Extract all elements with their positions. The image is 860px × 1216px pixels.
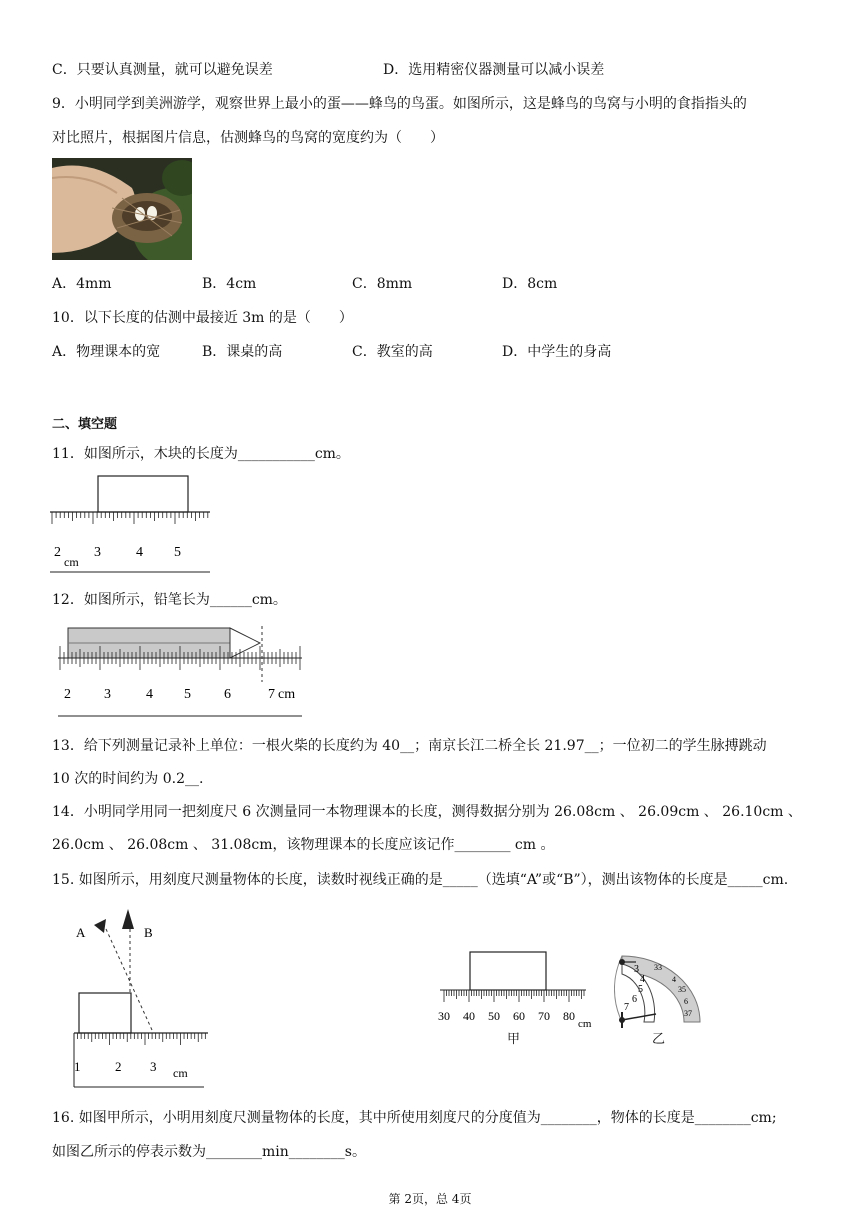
caption-jia: 甲: [507, 1032, 521, 1047]
q9-option-b: B．4cm: [202, 276, 257, 292]
yi-outer-4: 4: [672, 975, 676, 984]
q13-stem-line1: 13．给下列测量记录补上单位：一根火柴的长度约为 40__；南京长江二桥全长 21.97__；一位初二的学生脉搏跳动: [52, 738, 767, 754]
yi-inner-6: 6: [632, 994, 637, 1005]
yi-outer-33: 33: [654, 963, 662, 972]
pencil-ruler-label-5: 5: [184, 687, 191, 702]
q16-stem-line2: 如图乙所示的停表示数为________min________s。: [52, 1144, 366, 1160]
yi-outer-37: 37: [684, 1009, 692, 1018]
label-b: B: [144, 925, 153, 940]
ruler-label-5: 5: [174, 545, 181, 560]
yi-inner-3: 3: [634, 964, 639, 975]
q14-stem-line1: 14．小明同学用同一把刻度尺 6 次测量同一本物理课本的长度，测得数据分别为 26.08cm 、 26.09cm 、 26.10cm 、: [52, 804, 802, 820]
yi-inner-7: 7: [624, 1002, 629, 1013]
pencil-ruler-label-6: 6: [224, 687, 231, 702]
jia-label-60: 60: [513, 1009, 525, 1023]
q8-option-d: D．选用精密仪器测量可以减小误差: [383, 62, 605, 78]
q11-ruler-figure: [50, 474, 215, 578]
q10-option-d: D．中学生的身高: [502, 344, 612, 360]
q9-option-a: A．4mm: [52, 276, 112, 292]
q16-stem-line1: 16. 如图甲所示，小明用刻度尺测量物体的长度，其中所使用刻度尺的分度值为________，物体的长度是________cm;: [52, 1110, 777, 1126]
jia-unit: cm: [578, 1018, 592, 1028]
q10-option-b: B．课桌的高: [202, 344, 283, 360]
sight-ruler-label-1: 1: [74, 1059, 81, 1074]
q16-figure-jia: [436, 948, 611, 1032]
yi-inner-4: 4: [640, 974, 645, 985]
q9-option-d: D．8cm: [502, 276, 558, 292]
q10-option-a: A．物理课本的宽: [52, 344, 161, 360]
jia-label-80: 80: [563, 1009, 575, 1023]
ruler-unit: cm: [64, 555, 79, 569]
pencil-ruler-label-7: 7: [268, 687, 275, 702]
q12-pencil-ruler-figure: [54, 624, 304, 723]
q13-stem-line2: 10 次的时间约为 0.2__.: [52, 771, 204, 787]
q15-stem: 15. 如图所示，用刻度尺测量物体的长度，读数时视线正确的是_____（选填“A”或“B”），测出该物体的长度是_____cm.: [52, 872, 789, 888]
sight-ruler-label-2: 2: [115, 1059, 122, 1074]
jia-label-50: 50: [488, 1009, 500, 1023]
q16-figure-yi: [614, 952, 706, 1034]
sight-ruler-unit: cm: [173, 1066, 188, 1080]
q9-stem-line1: 9．小明同学到美洲游学，观察世界上最小的蛋——蜂鸟的鸟蛋。如图所示，这是蜂鸟的鸟窝与小明的食指指头的: [52, 96, 747, 112]
ruler-label-4: 4: [136, 545, 143, 560]
yi-outer-6: 6: [684, 997, 688, 1006]
pencil-ruler-label-2: 2: [64, 687, 71, 702]
q14-stem-line2: 26.0cm 、 26.08cm 、 31.08cm，该物理课本的长度应该记作________ cm 。: [52, 837, 555, 853]
hummingbird-nest-photo: [52, 158, 192, 264]
pencil-ruler-label-3: 3: [104, 687, 111, 702]
ruler-label-3: 3: [94, 545, 101, 560]
page-footer: 第 2页，总 4页: [388, 1192, 472, 1206]
pencil-ruler-label-4: 4: [146, 687, 153, 702]
q11-stem: 11．如图所示，木块的长度为___________cm。: [52, 446, 350, 462]
caption-yi: 乙: [652, 1032, 666, 1047]
yi-outer-35: 35: [678, 985, 686, 994]
ruler-label-2: 2: [54, 545, 61, 560]
pencil-ruler-unit: cm: [278, 687, 296, 702]
section-title: 二、填空题: [52, 417, 118, 432]
q10-stem: 10．以下长度的估测中最接近 3m 的是（ ）: [52, 310, 353, 326]
q8-option-c: C．只要认真测量，就可以避免误差: [52, 62, 273, 78]
q10-option-c: C．教室的高: [352, 344, 433, 360]
jia-label-40: 40: [463, 1009, 475, 1023]
q9-option-c: C．8mm: [352, 276, 413, 292]
jia-label-30: 30: [438, 1009, 450, 1023]
label-a: A: [76, 925, 86, 940]
sight-ruler-label-3: 3: [150, 1059, 157, 1074]
q15-sightline-figure: [70, 905, 215, 1094]
jia-label-70: 70: [538, 1009, 550, 1023]
yi-inner-5: 5: [638, 984, 643, 995]
q12-stem: 12．如图所示，铅笔长为______cm。: [52, 592, 287, 608]
q9-stem-line2: 对比照片，根据图片信息，估测蜂鸟的鸟窝的宽度约为（ ）: [52, 130, 444, 146]
